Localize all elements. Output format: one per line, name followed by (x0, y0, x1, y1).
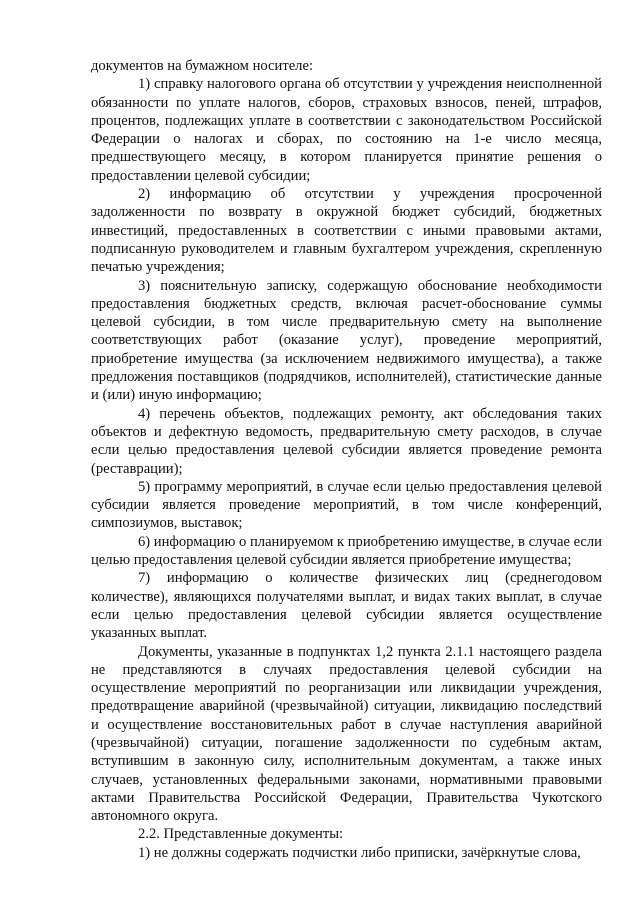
list-item-7-payment-recipients: 7) информацию о количестве физических лиц (среднегодовом количестве), являющихся получателями выплат, и видах таких выплат, в случае если целью предоставления целевой субсидии является осуществление указанных выплат. (91, 570, 602, 642)
paragraph-exemptions: Документы, указанные в подпунктах 1,2 пункта 2.1.1 настоящего раздела не представляются в случаях предоставления целевой субсидии на осуществление мероприятий по реорганизации или ликвидации учреждения, предотвращение аварийной (чрезвычайной) ситуации, ликвидацию последствий и осуществление восстановительных работ в случае наступления аварийной (чрезвычайной) ситуации, погашение задолженности по судебным актам, вступившим в законную силу, исполнительным документам, а также иных случаев, установленных федеральными законами, нормативными правовыми актами Правительства Российской Федерации, Правительства Чукотского автономного округа. (91, 643, 602, 825)
list-item-3-explanatory-note: 3) пояснительную записку, содержащую обоснование необходимости предоставления бюджетных средств, включая расчет-обоснование суммы целевой субсидии, в том числе предварительную смету на выполнение соответствующих работ (оказание услуг), проведение мероприятий, приобретение имущества (за исключением недвижимого имущества), а также предложения поставщиков (подрядчиков, исполнителей), статистические данные и (или) иную информацию; (91, 277, 602, 404)
list-item-1-tax-certificate: 1) справку налогового органа об отсутствии у учреждения неисполненной обязанности по уплате налогов, сборов, страховых взносов, пеней, штрафов, процентов, подлежащих уплате в соответствии с законодательством Российской Федерации о налогах и сборах, по состоянию на 1-е число месяца, предшествующего месяцу, в котором планируется принятие решения о предоставлении целевой субсидии; (91, 76, 602, 184)
list-item-requirements-1: 1) не должны содержать подчистки либо приписки, зачёркнутые слова, (138, 844, 581, 861)
section-heading-2-2: 2.2. Представленные документы: (138, 826, 344, 843)
document-page (91, 57, 602, 862)
list-item-2-debt-information: 2) информацию об отсутствии у учреждения просроченной задолженности по возврату в окружной бюджет субсидий, бюджетных инвестиций, предоставленных в соответствии с иными правовыми актами, подписанную руководителем и главным бухгалтером учреждения, скрепленную печатью учреждения; (91, 186, 602, 276)
paragraph-intro: документов на бумажном носителе: (91, 58, 313, 74)
list-item-6-property-acquisition: 6) информацию о планируемом к приобретению имуществе, в случае если целью предоставления целевой субсидии является приобретение имущества; (91, 533, 602, 569)
list-item-4-repair-objects: 4) перечень объектов, подлежащих ремонту, акт обследования таких объектов и дефектную ведомость, предварительную смету расходов, в случае если целью предоставления целевой субсидии является проведение ремонта (реставрации); (91, 405, 602, 477)
list-item-5-event-program: 5) программу мероприятий, в случае если целью предоставления целевой субсидии является проведение мероприятий, в том числе конференций, симпозиумов, выставок; (91, 478, 602, 532)
